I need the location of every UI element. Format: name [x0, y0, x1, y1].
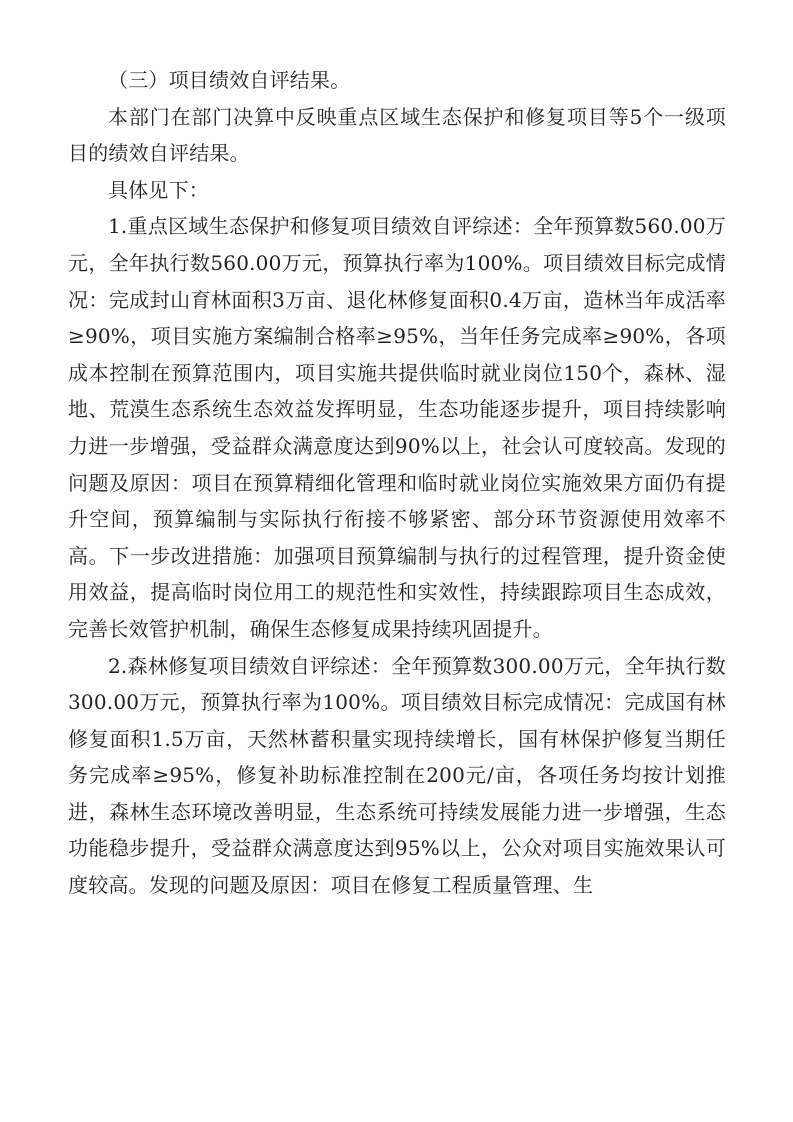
- section-heading: （三）项目绩效自评结果。: [108, 68, 351, 92]
- intro-paragraph: 本部门在部门决算中反映重点区域生态保护和修复项目等5个一级项目的绩效自评结果。: [68, 104, 726, 166]
- item-2-paragraph: 2.森林修复项目绩效自评综述：全年预算数300.00万元，全年执行数300.00万元，预算执行率为100%。项目绩效目标完成情况：完成国有林修复面积1.5万亩，天然林蓄积量实现持续增长，国有林保护修复当期任务完成率≥95%，修复补助标准控制在200元/亩，各项任务均按计划推进，森林生态环境改善明显，生态系统可持续发展能力进一步增强，生态功能稳步提升，受益群众满意度达到95%以上，公众对项目实施效果认可度较高。发现的问题及原因：项目在修复工程质量管理、生: [68, 653, 726, 898]
- item-1-paragraph: 1.重点区域生态保护和修复项目绩效自评综述：全年预算数560.00万元，全年执行数560.00万元，预算执行率为100%。项目绩效目标完成情况：完成封山育林面积3万亩、退化林修复面积0.4万亩，造林当年成活率≥90%，项目实施方案编制合格率≥95%，当年任务完成率≥90%，各项成本控制在预算范围内，项目实施共提供临时就业岗位150个，森林、湿地、荒漠生态系统生态效益发挥明显，生态功能逐步提升，项目持续影响力进一步增强，受益群众满意度达到90%以上，社会认可度较高。发现的问题及原因：项目在预算精细化管理和临时就业岗位实施效果方面仍有提升空间，预算编制与实际执行衔接不够紧密、部分环节资源使用效率不高。下一步改进措施：加强项目预算编制与执行的过程管理，提升资金使用效益，提高临时岗位用工的规范性和实效性，持续跟踪项目生态成效，完善长效管护机制，确保生态修复成果持续巩固提升。: [68, 214, 726, 641]
- lead-paragraph: 具体见下：: [108, 177, 209, 202]
- document-body: [68, 62, 726, 904]
